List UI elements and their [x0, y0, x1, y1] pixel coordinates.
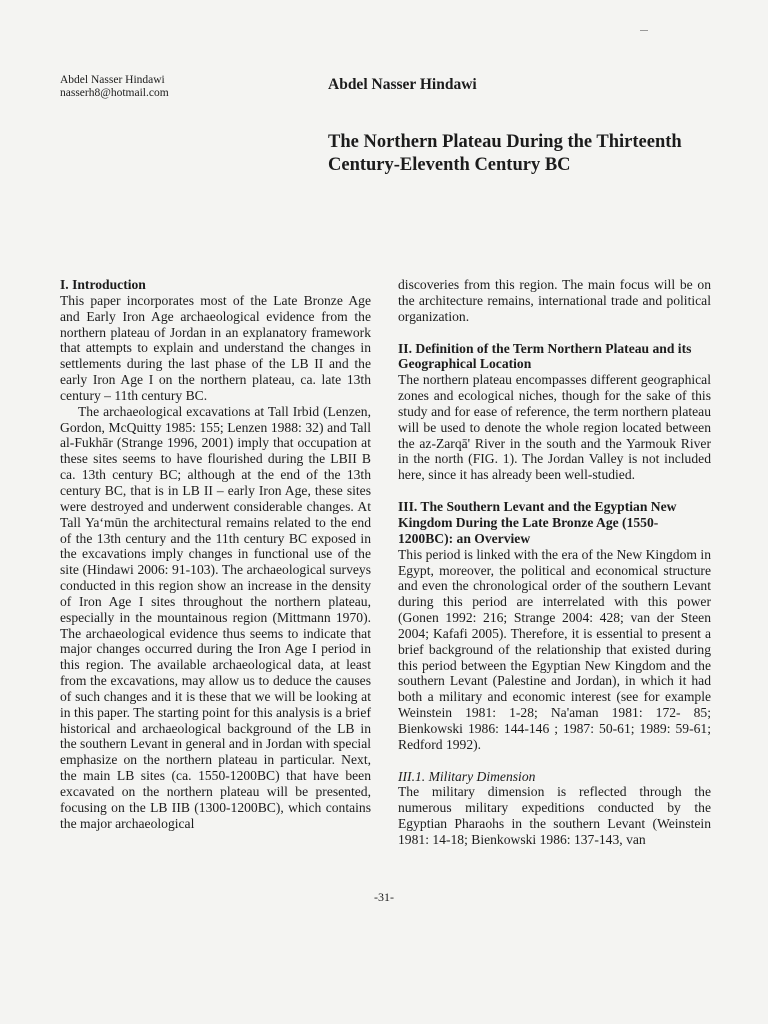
section-heading-overview: III. The Southern Levant and the Egyptian New Kingdom During the Late Bronze Age (1550-1200BC): an Overview: [398, 499, 677, 546]
page-number: -31-: [374, 890, 394, 904]
subsection-heading-military: III.1. Military Dimension: [398, 768, 536, 784]
paragraph: This paper incorporates most of the Late Bronze Age and Early Iron Age archaeological evidence from the northern plateau of Jordan in an explanatory framework that attempts to explain and understand the changes in settlements during the last phase of the LB II and the early Iron Age I on the northern plateau, ca. late 13th century – 11th century BC.: [60, 292, 371, 403]
section-heading-definition: II. Definition of the Term Northern Plateau and its Geographical Location: [398, 340, 692, 372]
scan-mark: [640, 30, 648, 31]
paragraph: This period is linked with the era of the New Kingdom in Egypt, moreover, the political and economical structure and even the chronological order of the southern Levant during this period are interrelated with this power (Gonen 1992: 216; Strange 2004: 428; van der Steen 2004; Kafafi 2005). Therefore, it is essential to present a brief background of the relationship that existed during this period between the Egyptian New Kingdom and the southern Levant (Palestine and Jordan), in which it had both a military and economic interest (see for example Weinstein 1981: 1-28; Na'aman 1981: 172- 85; Bienkowski 1986: 144-146 ; 1987: 50-61; 1989: 59-61; Redford 1992).: [398, 546, 711, 752]
author-contact: [60, 74, 169, 100]
paragraph: The military dimension is reflected through the numerous military expeditions conducted by the Egyptian Pharaohs in the southern Levant (Weinstein 1981: 14-18; Bienkowski 1986: 137-143, van: [398, 784, 711, 847]
author-name-small: Abdel Nasser Hindawi: [60, 74, 165, 86]
right-column: [398, 277, 711, 848]
author-heading: Abdel Nasser Hindawi: [328, 76, 477, 93]
left-column: [60, 277, 371, 832]
section-heading-introduction: I. Introduction: [60, 277, 146, 292]
paragraph: The northern plateau encompasses different geographical zones and ecological niches, though for the sake of this study and for ease of reference, the term northern plateau will be used to denote the whole region located between the az-Zarqā' River in the south and the Yarmouk River in the north (FIG. 1). The Jordan Valley is not included here, since it has already been well-studied.: [398, 372, 711, 483]
author-email[interactable]: nasserh8@hotmail.com: [60, 87, 169, 99]
paragraph: discoveries from this region. The main focus will be on the architecture remains, international trade and political organization.: [398, 277, 711, 324]
paragraph: The archaeological excavations at Tall Irbid (Lenzen, Gordon, McQuitty 1985: 155; Lenzen 1988: 32) and Tall al-Fukhār (Strange 1996, 2001) imply that occupation at these sites seems to have flourished during the LBII B ca. 13th century BC; although at the end of the 13th century BC, that is in LB II – early Iron Age, these sites were destroyed and underwent considerable changes. At Tall Ya‘mūn the architectural remains related to the end of the 13th century and the 11th century BC exposed in the excavations imply changes in functional use of the site (Hindawi 2006: 91-103). The archaeological surveys conducted in this region show an increase in the density of Iron Age I sites throughout the northern plateau, especially in the mountainous region (Mittmann 1970). The archaeological evidence thus seems to indicate that major changes occurred during the Iron Age I period in this region. The available archaeological data, at least from the excavations, may allow us to deduce the causes of such changes and it is these that we will be looking at in this paper. The starting point for this analysis is a brief historical and archaeological background of the LB in the southern Levant in general and in Jordan with special emphasize on the northern plateau in particular. Next, the main LB sites (ca. 1550-1200BC) that have been excavated on the northern plateau will be presented, focusing on the LB IIB (1300-1200BC), which contains the major archaeological: [60, 403, 371, 831]
paper-title: The Northern Plateau During the Thirteenth Century-Eleventh Century BC: [328, 132, 682, 175]
